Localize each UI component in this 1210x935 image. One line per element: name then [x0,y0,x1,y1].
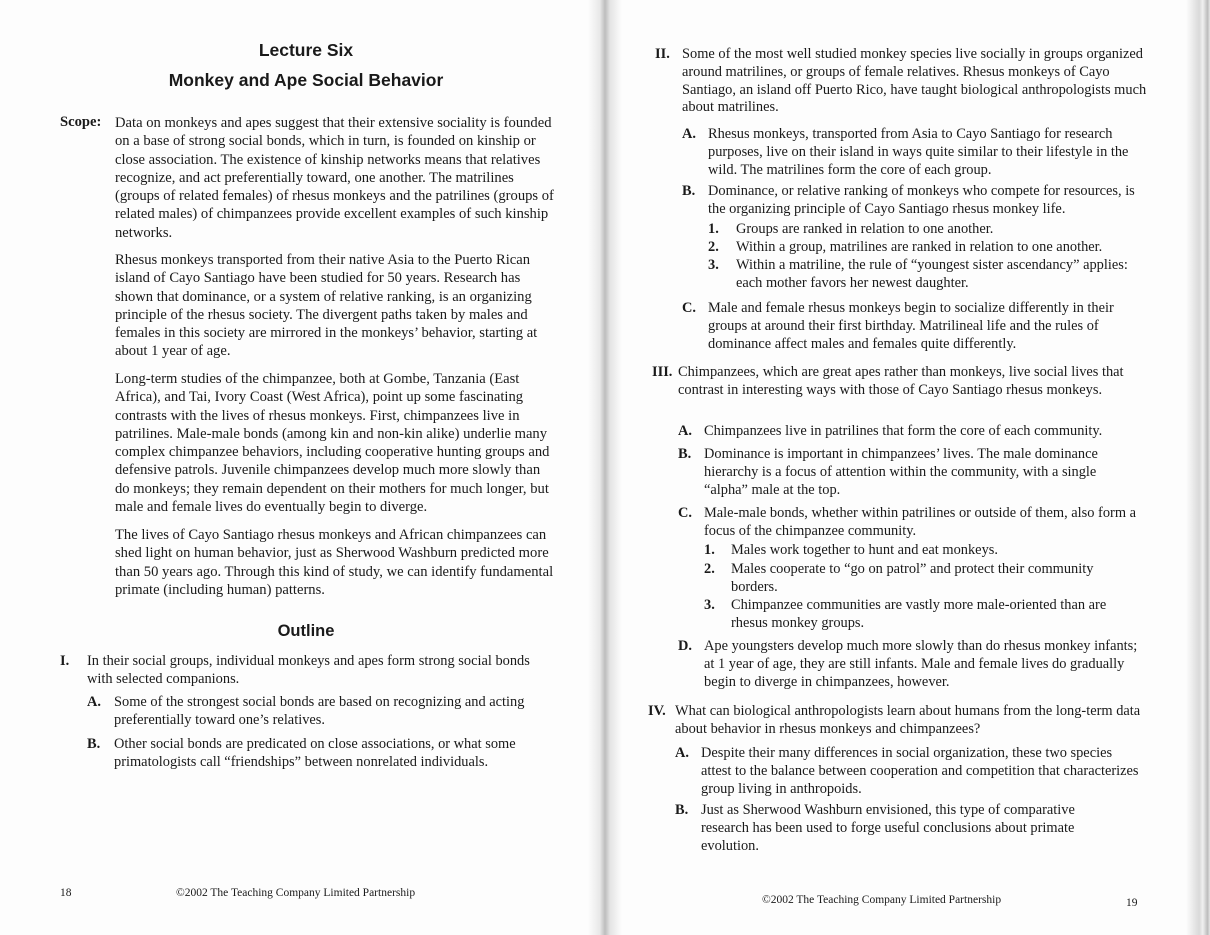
outline-item-II-B-3 [708,257,1128,293]
outline-letter: B. [675,802,689,818]
outline-item-III-C-3 [704,597,1134,633]
outline-item-I [60,653,530,689]
outline-item-III [652,364,1132,400]
outline-letter: A. [678,423,692,439]
page-number: 19 [1126,897,1138,909]
outline-text: Some of the strongest social bonds are based on recognizing and acting preferentially toward one’s relatives. [114,694,525,728]
outline-heading: Outline [277,622,335,640]
outline-digit: 3. [704,597,715,613]
outline-text: Rhesus monkeys, transported from Asia to Cayo Santiago for research purposes, live on their island in ways quite similar to their lifestyle in the wild. The matrilines form the core of each group. [708,126,1129,178]
outline-text: Chimpanzee communities are vastly more male-oriented than are rhesus monkey groups. [731,597,1107,631]
outline-digit: 2. [704,561,715,577]
outline-text: Despite their many differences in social organization, these two species attest to the balance between cooperation and competition that characterizes group living in anthropoids. [701,745,1139,797]
lecture-subtitle: Monkey and Ape Social Behavior [168,70,444,90]
outline-item-IV-B [675,802,1105,855]
outline-item-III-C [678,505,1138,541]
scope-paragraph: Long-term studies of the chimpanzee, both at Gombe, Tanzania (East Africa), and Tai, Ivory Coast (West Africa), point up some fascinating contrasts with the lives of rhesus monkeys. First, chimpanzees live in patrilines. Male-male bonds (among kin and non-kin alike) underlie many complex chimpanzee behaviors, including cooperative hunting groups and defensive patrols. Juvenile chimpanzees develop much more slowly than do monkeys; they remain dependent on their mothers for much longer, but male and female lives do eventually begin to diverge. [115,371,550,516]
outline-item-II [655,46,1150,117]
outline-text: Other social bonds are predicated on close associations, or what some primatologists call “friendships” between nonrelated individuals. [114,736,516,770]
outline-text: Chimpanzees live in patrilines that form the core of each community. [704,423,1103,439]
outline-digit: 3. [708,257,719,273]
outline-text: Within a matriline, the rule of “youngest sister ascendancy” applies: each mother favors her newest daughter. [736,257,1128,291]
outline-item-II-B-1 [708,221,1148,239]
outline-letter: B. [87,736,101,752]
outline-item-IV [648,703,1143,739]
outline-text: Male and female rhesus monkeys begin to socialize differently in their groups at around their first birthday. Matrilineal life and the rules of dominance affect males and females quite differently. [708,300,1114,352]
page-edge [1186,0,1210,935]
outline-digit: 2. [708,239,719,255]
outline-item-III-C-2 [704,561,1124,597]
outline-text: Within a group, matrilines are ranked in relation to one another. [736,239,1103,255]
outline-text: Groups are ranked in relation to one another. [736,221,994,237]
outline-item-II-B-2 [708,239,1148,257]
scope-paragraph: The lives of Cayo Santiago rhesus monkeys and African chimpanzees can shed light on human behavior, just as Sherwood Washburn predicted more than 50 years ago. Through this kind of study, we can identify fundamental primate (including human) patterns. [115,527,554,598]
outline-text: Some of the most well studied monkey species live socially in groups organized around matrilines, or groups of female relatives. Rhesus monkeys of Cayo Santiago, an island off Puerto Rico, have taught biological anthropologists much about matrilines. [682,46,1147,116]
outline-item-III-B [678,446,1143,499]
outline-number: IV. [648,703,666,719]
outline-text: Chimpanzees, which are great apes rather than monkeys, live social lives that contrast in interesting ways with those of Cayo Santiago rhesus monkeys. [678,364,1124,398]
copyright-footer: ©2002 The Teaching Company Limited Partnership [762,894,1002,906]
outline-letter: B. [682,183,696,199]
outline-item-II-C [682,300,1147,353]
outline-text: Male-male bonds, whether within patrilines or outside of them, also form a focus of the chimpanzee community. [704,505,1137,539]
scope-label: Scope: [60,114,102,130]
outline-text: Just as Sherwood Washburn envisioned, this type of comparative research has been used to forge useful conclusions about primate evolution. [701,802,1075,854]
outline-text: Males work together to hunt and eat monkeys. [731,542,998,558]
book-gutter [588,0,622,935]
outline-text: Ape youngsters develop much more slowly than do rhesus monkey infants; at 1 year of age, they are still infants. Male and female lives do gradually begin to diverge in chimpanzees, however. [704,638,1138,690]
outline-text: What can biological anthropologists learn about humans from the long-term data about behavior in rhesus monkeys and chimpanzees? [675,703,1141,737]
outline-letter: A. [675,745,689,761]
outline-text: Dominance is important in chimpanzees’ lives. The male dominance hierarchy is a focus of attention within the community, with a single “alpha” male at the top. [704,446,1098,498]
outline-letter: C. [682,300,696,316]
outline-letter: A. [682,126,696,142]
outline-text: Dominance, or relative ranking of monkeys who compete for resources, is the organizing principle of Cayo Santiago rhesus monkey life. [708,183,1135,217]
outline-item-I-B [87,736,552,772]
outline-item-III-D [678,638,1138,691]
outline-text: Males cooperate to “go on patrol” and protect their community borders. [731,561,1094,595]
outline-item-III-C-1 [704,542,1144,560]
outline-item-III-A [678,423,1148,441]
outline-letter: A. [87,694,101,710]
outline-letter: C. [678,505,692,521]
outline-text: In their social groups, individual monkeys and apes form strong social bonds with selected companions. [87,653,530,687]
outline-number: III. [652,364,673,380]
outline-item-IV-A [675,745,1145,798]
outline-item-II-A [682,126,1147,179]
outline-digit: 1. [704,542,715,558]
lecture-title: Lecture Six [258,40,354,60]
outline-digit: 1. [708,221,719,237]
copyright-footer: ©2002 The Teaching Company Limited Partnership [176,887,416,899]
outline-number: I. [60,653,70,669]
outline-item-I-A [87,694,552,730]
outline-item-II-B [682,183,1147,219]
outline-letter: D. [678,638,692,654]
outline-number: II. [655,46,670,62]
scope-paragraph: Data on monkeys and apes suggest that their extensive sociality is founded on a base of strong social bonds, which in turn, is founded on kinship or close association. The existence of kinship networks means that relatives recognize, and act preferentially toward, one another. The matrilines (groups of related females) of rhesus monkeys and the patrilines (groups of related males) of chimpanzees provide excellent examples of such kinship networks. [115,115,554,241]
page-number: 18 [60,887,72,899]
scope-paragraph: Rhesus monkeys transported from their native Asia to the Puerto Rican island of Cayo Santiago have been studied for 50 years. Research has shown that dominance, or a system of relative ranking, is an organizing principle of the rhesus society. The divergent paths taken by males and females in this society are mirrored in the monkeys’ behavior, starting at about 1 year of age. [115,252,538,360]
outline-letter: B. [678,446,692,462]
